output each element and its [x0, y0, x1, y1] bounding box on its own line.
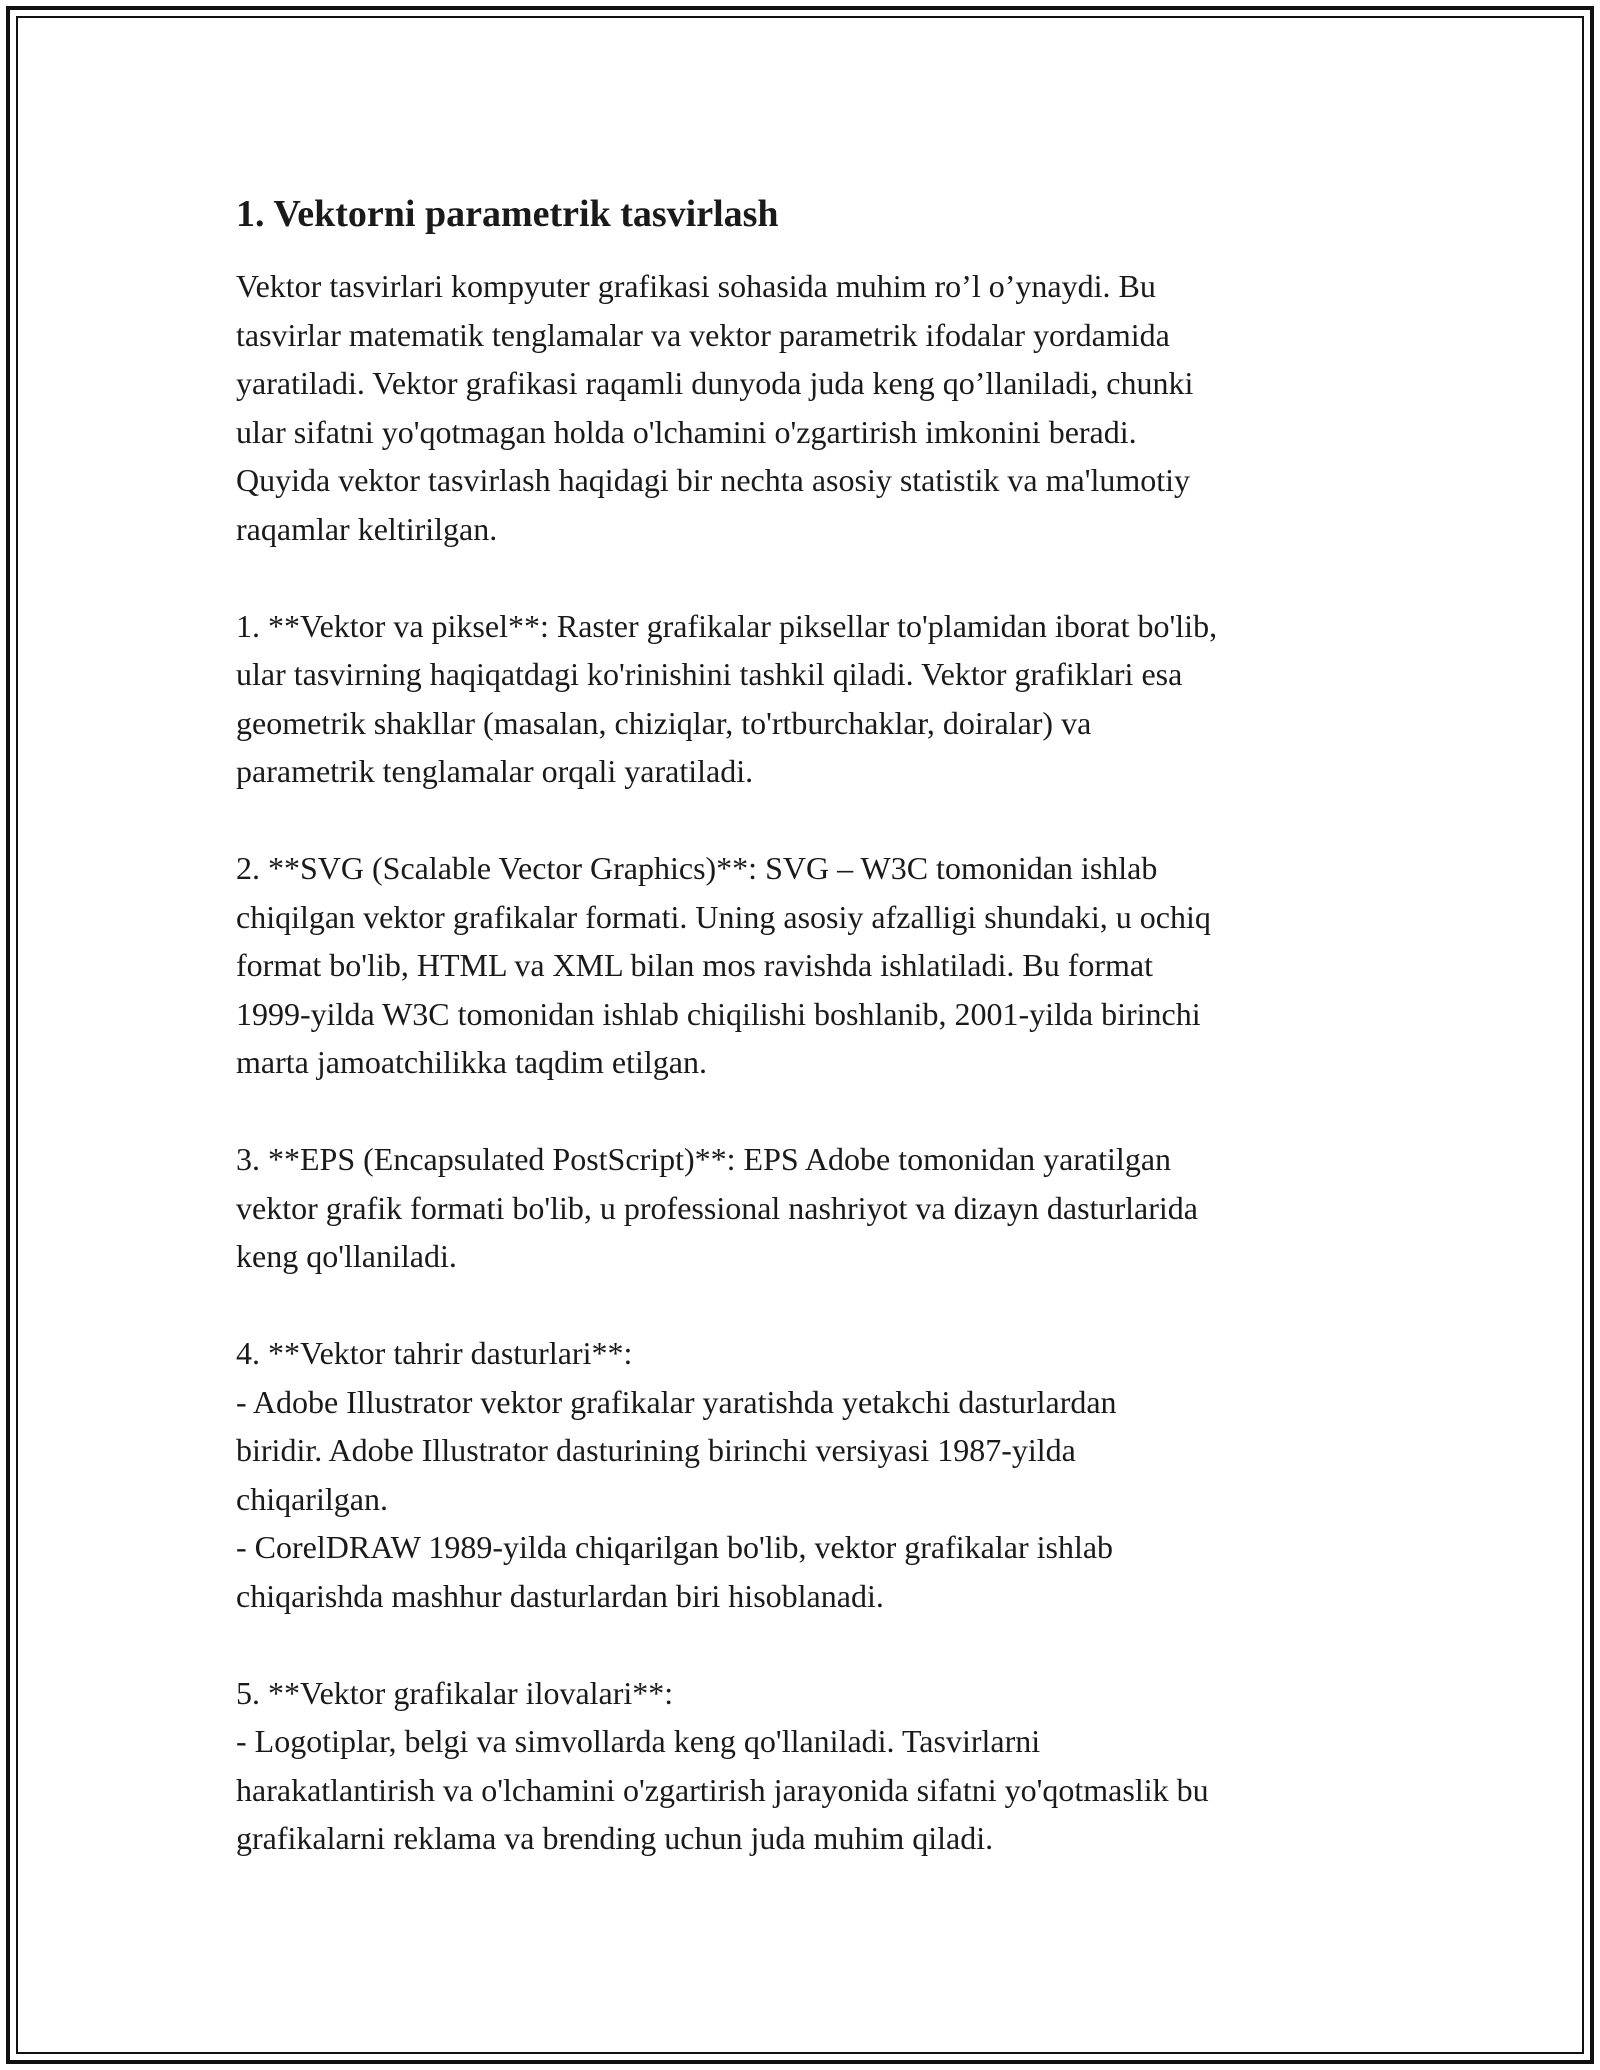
document-body	[236, 186, 1386, 1863]
paragraph-list	[236, 262, 1386, 1863]
intro-paragraph: Vektor tasvirlari kompyuter grafikasi sohasida muhim ro’l o’ynaydi. Bu tasvirlar matematik tenglamalar va vektor parametrik ifodalar yordamida yaratiladi. Vektor grafikasi raqamli dunyoda juda keng qo’llaniladi, chunki ular sifatni yo'qotmagan holda o'lchamini o'zgartirish imkonini beradi. Quyida vektor tasvirlash haqidagi bir nechta asosiy statistik va ma'lumotiy raqamlar keltirilgan.	[236, 268, 1194, 547]
list-paragraph-5: 5. **Vektor grafikalar ilovalari**: - Logotiplar, belgi va simvollarda keng qo'llaniladi. Tasvirlarni harakatlantirish va o'lchamini o'zgartirish jarayonida sifatni yo'qotmaslik bu grafikalarni reklama va brending uchun juda muhim qiladi.	[236, 1674, 1209, 1856]
list-paragraph-3: 3. **EPS (Encapsulated PostScript)**: EPS Adobe tomonidan yaratilgan vektor grafik formati bo'lib, u professional nashriyot va dizayn dasturlarida keng qo'llaniladi.	[236, 1141, 1198, 1274]
list-paragraph-4: 4. **Vektor tahrir dasturlari**: - Adobe Illustrator vektor grafikalar yaratishda yetakchi dasturlardan biridir. Adobe Illustrator dasturining birinchi versiyasi 1987-yilda chiqarilgan. - CorelDRAW 1989-yilda chiqarilgan bo'lib, vektor grafikalar ishlab chiqarishda mashhur dasturlardan biri hisoblanadi.	[236, 1335, 1117, 1614]
list-paragraph-1: 1. **Vektor va piksel**: Raster grafikalar piksellar to'plamidan iborat bo'lib, ular tasvirning haqiqatdagi ko'rinishini tashkil qiladi. Vektor grafiklari esa geometrik shakllar (masalan, chiziqlar, to'rtburchaklar, doiralar) va parametrik tenglamalar orqali yaratiladi.	[236, 607, 1218, 789]
document-title: 1. Vektorni parametrik tasvirlash	[236, 193, 779, 235]
list-paragraph-2: 2. **SVG (Scalable Vector Graphics)**: SVG – W3C tomonidan ishlab chiqilgan vektor grafikalar formati. Uning asosiy afzalligi shundaki, u ochiq format bo'lib, HTML va XML bilan mos ravishda ishlatiladi. Bu format 1999-yilda W3C tomonidan ishlab chiqilishi boshlanib, 2001-yilda birinchi marta jamoatchilikka taqdim etilgan.	[236, 850, 1211, 1080]
